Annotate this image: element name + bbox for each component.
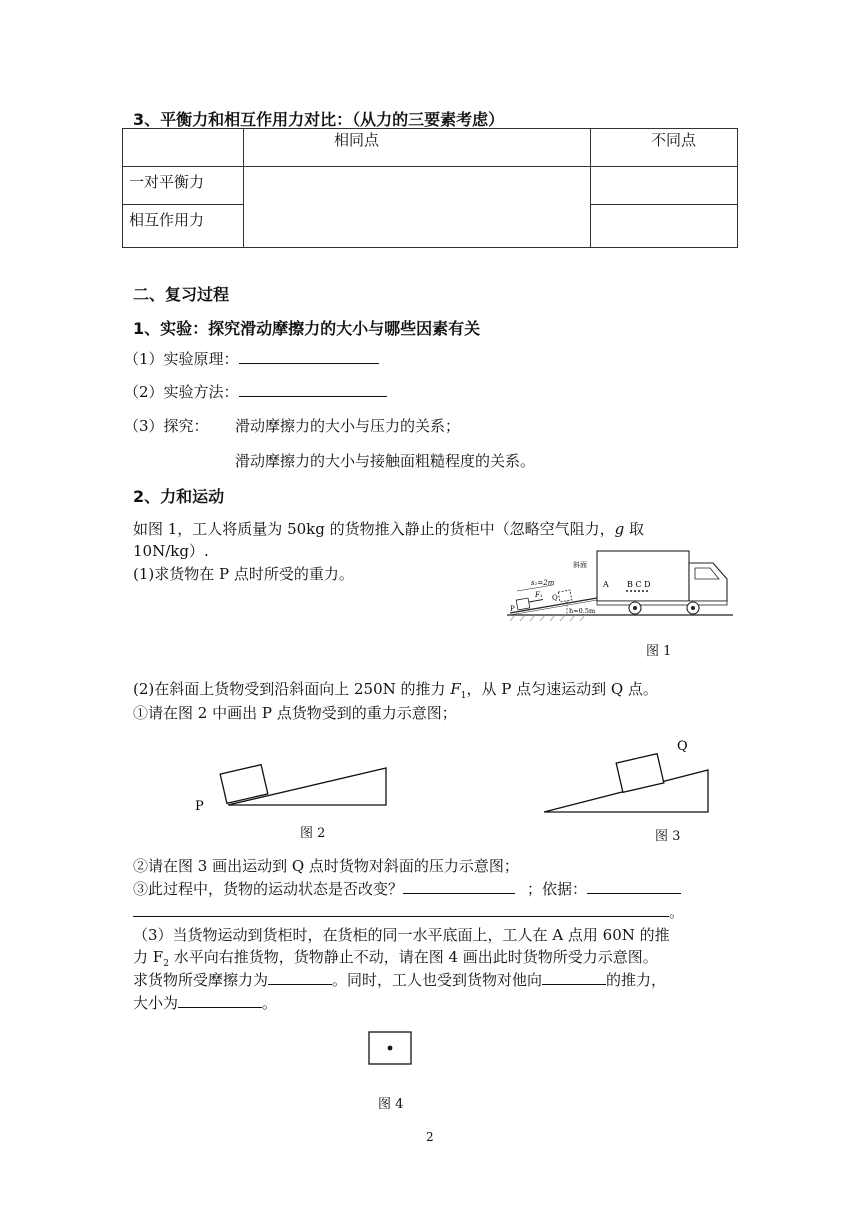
basis-blank-2[interactable] xyxy=(133,902,669,917)
table-cell-same-merged xyxy=(244,167,591,248)
basis-label: ；依据： xyxy=(527,880,588,898)
force-p3-text-2: 水平向右推货物，货物静止不动，请在图 4 画出此时货物所受力示意图。 xyxy=(168,948,658,966)
force-p2-line xyxy=(133,678,658,701)
force-intro-line1 xyxy=(133,518,644,539)
force-intro-text-2: 取 xyxy=(624,520,645,538)
table-row-balance: 一对平衡力 xyxy=(123,167,244,205)
fig1-label-Q: Q xyxy=(552,594,558,602)
exp-q2-blank[interactable] xyxy=(239,382,387,397)
table-header-same: 相同点 xyxy=(244,129,591,167)
experiment-title: 1、实验：探究滑动摩擦力的大小与哪些因素有关 xyxy=(133,319,481,338)
fig1-label-h: h=0.5m xyxy=(569,607,596,615)
magnitude-label: 大小为 xyxy=(133,994,179,1012)
fig1-label-BCD: B C D xyxy=(627,580,651,589)
magnitude-blank[interactable] xyxy=(178,993,262,1008)
friction-label: 求货物所受摩擦力为 xyxy=(133,971,269,989)
force-title: 2、力和运动 xyxy=(133,487,225,506)
force-p3-line2 xyxy=(133,946,658,969)
exp-q1-label: （1）实验原理： xyxy=(124,350,239,368)
fig1-label-A: A xyxy=(603,580,609,589)
table-header-diff: 不同点 xyxy=(591,129,738,167)
force-p3-line4 xyxy=(133,992,277,1013)
fig2-caption: 图 2 xyxy=(300,826,326,841)
direction-blank[interactable] xyxy=(542,970,606,985)
force-p2-text: (2)在斜面上货物受到沿斜面向上 250N 的推力 xyxy=(133,680,451,698)
table-cell-diff-1 xyxy=(591,167,738,205)
exp-q2-label: （2）实验方法： xyxy=(124,383,239,401)
force-p2-text-2: ，从 P 点匀速运动到 Q 点。 xyxy=(466,680,658,698)
figure-2-incline xyxy=(190,758,390,818)
force-p3-text: 力 F xyxy=(133,948,164,966)
figure-3-incline xyxy=(540,732,720,816)
basis-blank-1[interactable] xyxy=(587,879,681,894)
fig1-label-s1: s₁=2m xyxy=(531,579,555,587)
force-p3-line1: （3）当货物运动到货柜时，在货柜的同一水平底面上，工人在 A 点用 60N 的推 xyxy=(133,926,670,944)
figure-4-box xyxy=(368,1031,412,1065)
force-intro-line2: 10N/kg）. xyxy=(133,542,209,560)
section2-heading: 二、复习过程 xyxy=(133,285,230,304)
fig3-label-Q: Q xyxy=(677,739,688,754)
force-p2-i: ①请在图 2 中画出 P 点货物受到的重力示意图； xyxy=(133,704,457,722)
F1-subscript: 1 xyxy=(460,691,467,701)
exp-q3-a: 滑动摩擦力的大小与压力的关系； xyxy=(235,417,461,435)
basis-end: 。 xyxy=(669,903,685,921)
friction-blank[interactable] xyxy=(268,970,332,985)
comparison-table xyxy=(122,128,738,248)
fig3-caption: 图 3 xyxy=(655,829,681,844)
F2-subscript: 2 xyxy=(163,959,169,969)
fig1-caption: 图 1 xyxy=(646,644,672,659)
magnitude-end: 。 xyxy=(262,994,278,1012)
table-row-interaction: 相互作用力 xyxy=(123,205,244,248)
fig1-label-P: P xyxy=(510,605,515,613)
exp-q1 xyxy=(124,348,379,369)
force-p2-iii xyxy=(133,878,681,899)
motion-state-blank[interactable] xyxy=(403,879,515,894)
force-p1: (1)求货物在 P 点时所受的重力。 xyxy=(133,565,354,583)
exp-q3-label: （3）探究： xyxy=(124,417,209,435)
section3-title: 3、平衡力和相互作用力对比：（从力的三要素考虑） xyxy=(133,110,505,129)
g-symbol: g xyxy=(614,520,625,538)
force-intro-text: 如图 1，工人将质量为 50kg 的货物推入静止的货柜中（忽略空气阻力， xyxy=(133,520,615,538)
fig1-label-F1: F₁ xyxy=(535,591,543,599)
force-p2-ii: ②请在图 3 画出运动到 Q 点时货物对斜面的压力示意图； xyxy=(133,857,519,875)
fig2-label-P: P xyxy=(195,799,204,814)
exp-q2 xyxy=(124,381,387,402)
figure-1-truck-ramp xyxy=(505,545,735,627)
table-cell-diff-2 xyxy=(591,205,738,248)
fig4-caption: 图 4 xyxy=(378,1097,404,1112)
page-number: 2 xyxy=(426,1130,434,1144)
force-p2-iii-text: ③此过程中，货物的运动状态是否改变？ xyxy=(133,880,404,898)
exp-q3-b: 滑动摩擦力的大小与接触面粗糙程度的关系。 xyxy=(235,452,536,470)
table-header-empty xyxy=(123,129,244,167)
push-label: 的推力， xyxy=(606,971,667,989)
fig1-label-slope: 斜面 xyxy=(573,561,587,569)
force-p3-line3 xyxy=(133,969,666,990)
exp-q1-blank[interactable] xyxy=(239,349,379,364)
force-p2-iii-line2 xyxy=(133,901,684,922)
direction-label: 。同时，工人也受到货物对他向 xyxy=(332,971,543,989)
F1-symbol: F xyxy=(450,680,461,698)
